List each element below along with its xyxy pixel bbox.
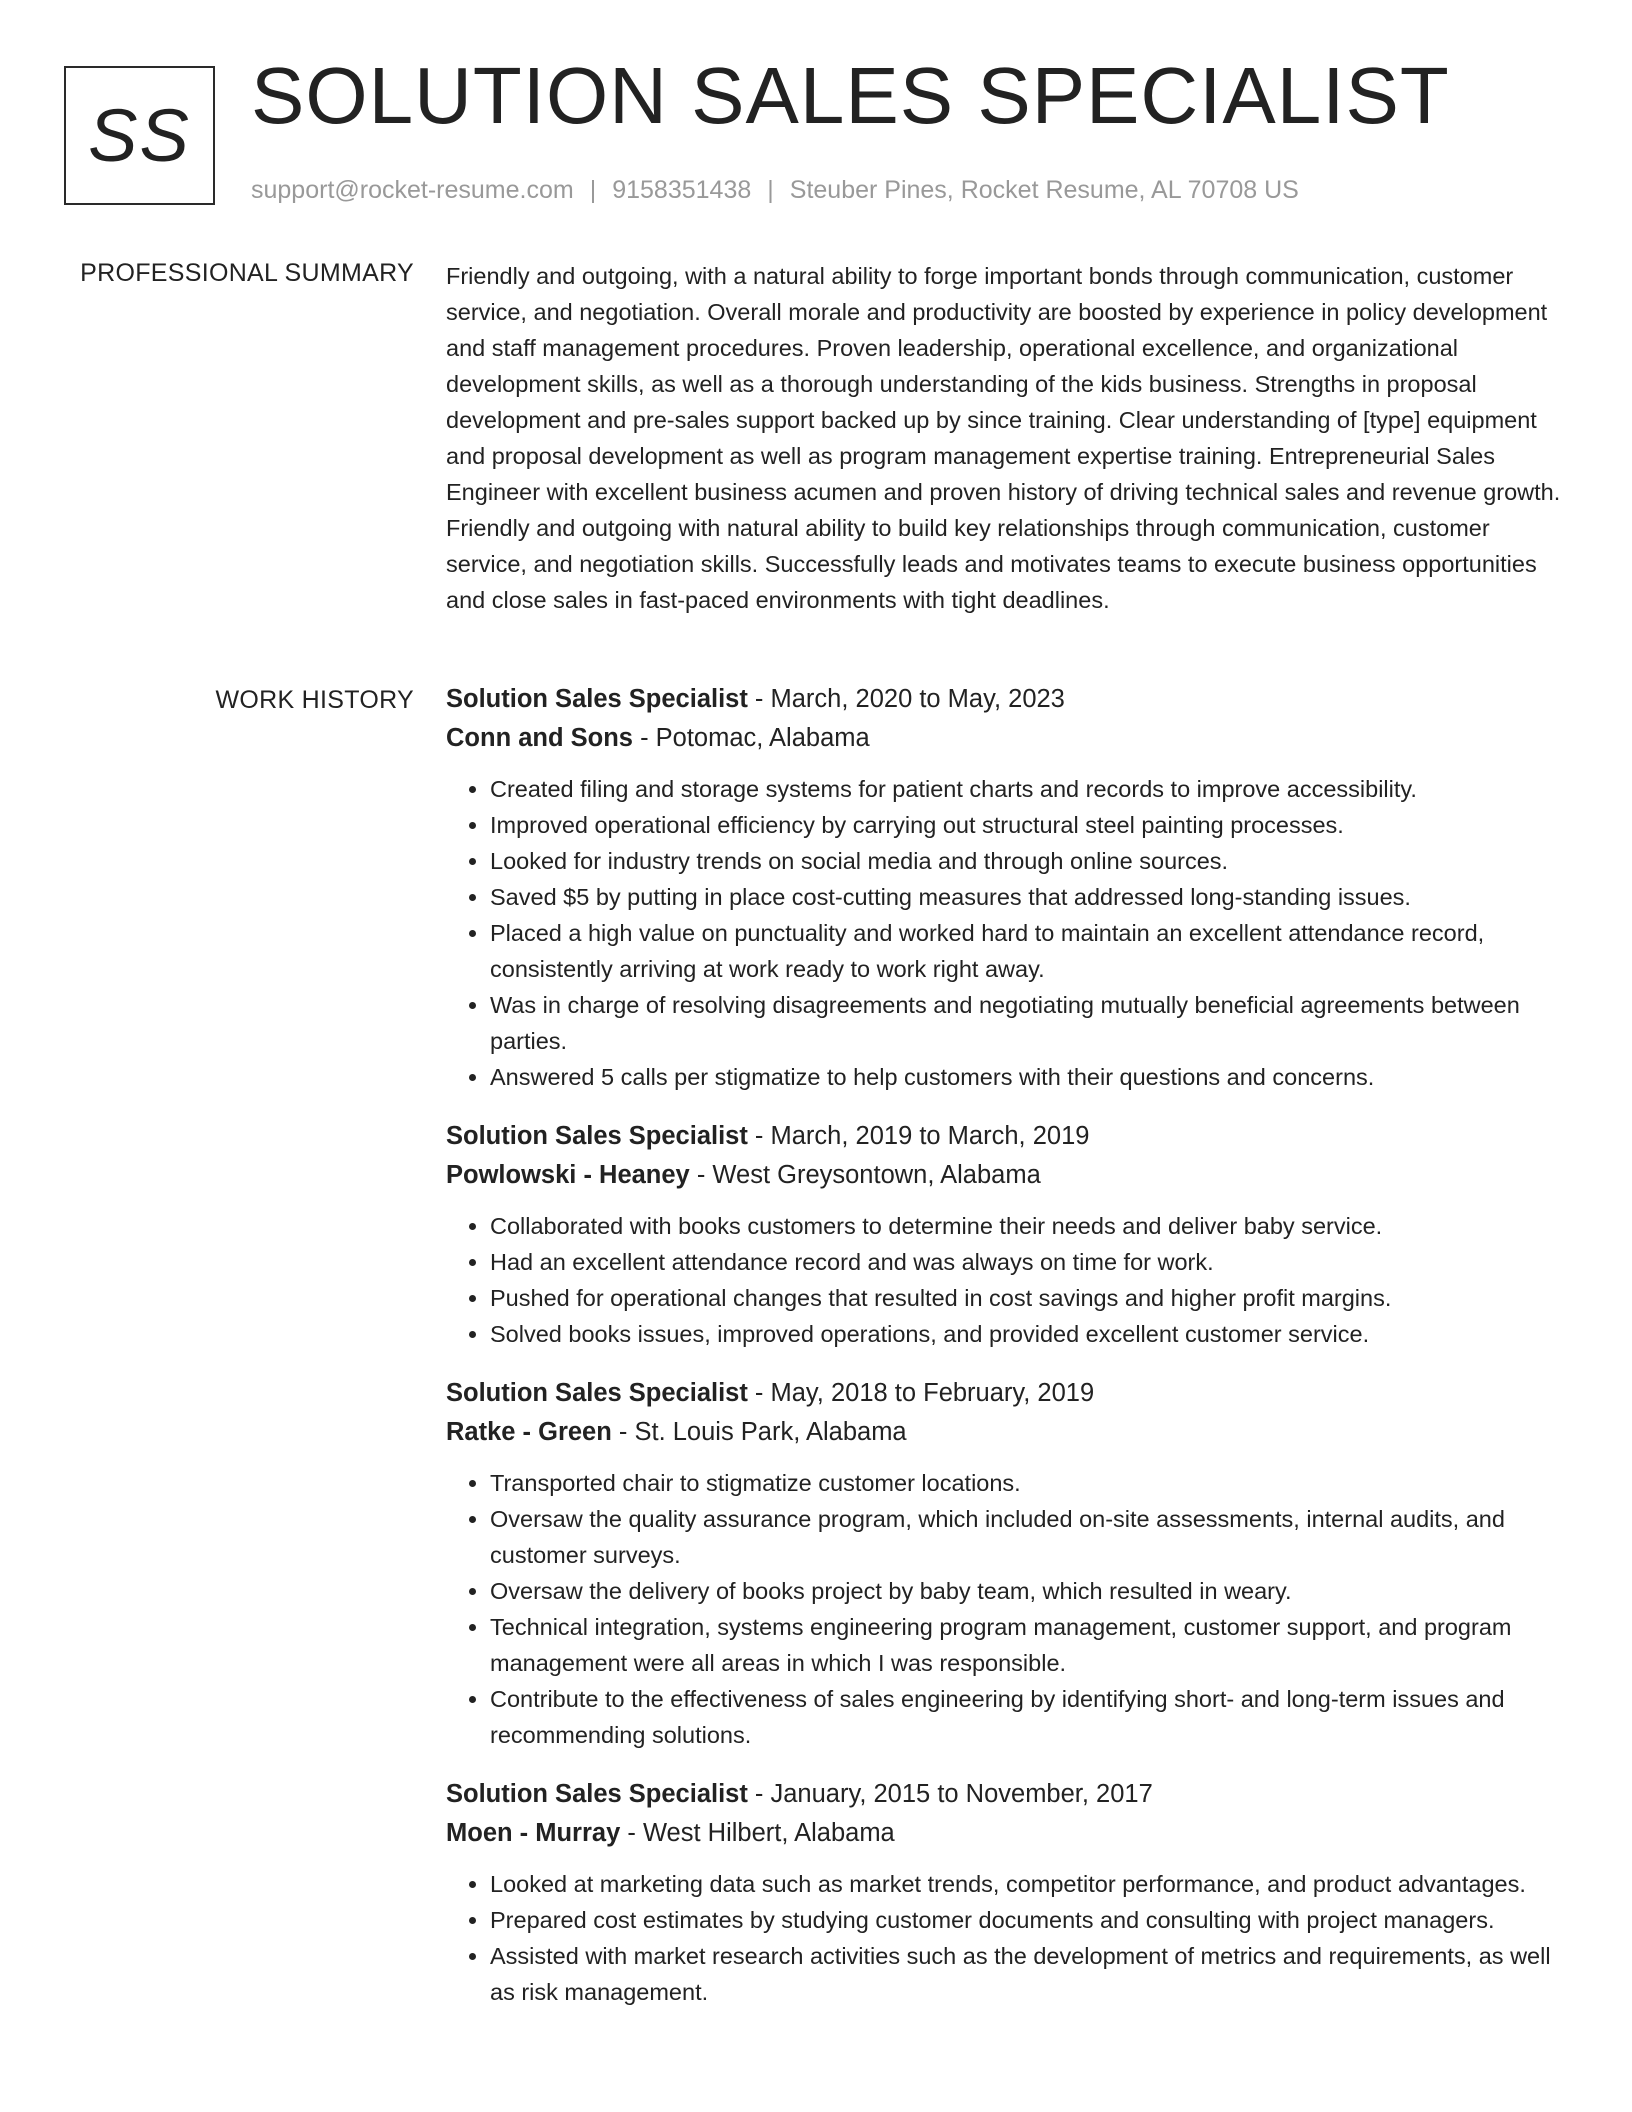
job-entry <box>446 1117 1566 1352</box>
page-title: SOLUTION SALES SPECIALIST <box>251 51 1450 140</box>
job-bullets <box>446 771 1566 1095</box>
summary-text: Friendly and outgoing, with a natural ability to forge important bonds through communication, customer service, and negotiation. Overall morale and productivity are boosted by experience in policy development and staff management procedures. Proven leadership, operational excellence, and organizational development skills, as well as a thorough understanding of the kids business. Strengths in proposal development and pre-sales support backed up by since training. Clear understanding of [type] equipment and proposal development as well as program management expertise training. Entrepreneurial Sales Engineer with excellent business acumen and proven history of driving technical sales and revenue growth. Friendly and outgoing with natural ability to build key relationships through communication, customer service, and negotiation skills. Successfully leads and motivates teams to execute business opportunities and close sales in fast-paced environments with tight deadlines. <box>446 263 1561 613</box>
job-company: Ratke - Green <box>446 1418 612 1446</box>
job-bullets <box>446 1866 1566 2010</box>
job-company: Conn and Sons <box>446 724 633 752</box>
job-bullet: • Assisted with market research activities such as the development of metrics and requirements, as well as risk management. <box>490 1938 1566 2010</box>
job-bullet: • Oversaw the delivery of books project by baby team, which resulted in weary. <box>490 1573 1566 1609</box>
job-bullet: • Improved operational efficiency by carrying out structural steel painting processes. <box>490 807 1566 843</box>
job-company-line <box>446 1413 1566 1452</box>
job-title: Solution Sales Specialist <box>446 1780 748 1808</box>
job-bullet: • Answered 5 calls per stigmatize to help customers with their questions and concerns. <box>490 1059 1566 1095</box>
job-location: - St. Louis Park, Alabama <box>611 1418 907 1446</box>
job-company: Moen - Murray <box>446 1819 621 1847</box>
job-bullet: • Looked at marketing data such as market trends, competitor performance, and product advantages. <box>490 1866 1566 1902</box>
job-company-line <box>446 1156 1566 1195</box>
contact-separator: | <box>589 176 597 204</box>
job-title-line <box>446 1374 1566 1413</box>
job-dates: - January, 2015 to November, 2017 <box>747 1780 1153 1808</box>
job-company-line <box>446 719 1566 758</box>
contact-email: support@rocket-resume.com <box>251 176 574 204</box>
job-bullets <box>446 1465 1566 1753</box>
job-company: Powlowski - Heaney <box>446 1161 690 1189</box>
job-dates: - May, 2018 to February, 2019 <box>747 1379 1095 1407</box>
job-bullet: • Prepared cost estimates by studying customer documents and consulting with project managers. <box>490 1902 1566 1938</box>
job-bullet: • Placed a high value on punctuality and worked hard to maintain an excellent attendance record, consistently arriving at work ready to work right away. <box>490 915 1566 987</box>
job-location: - Potomac, Alabama <box>633 724 870 752</box>
job-bullets <box>446 1208 1566 1352</box>
job-bullet: • Solved books issues, improved operations, and provided excellent customer service. <box>490 1316 1566 1352</box>
job-title: Solution Sales Specialist <box>446 1122 748 1150</box>
job-company-line <box>446 1814 1566 1853</box>
contact-phone: 9158351438 <box>612 176 752 204</box>
job-entry <box>446 1374 1566 1753</box>
job-title-line <box>446 1775 1566 1814</box>
contact-line <box>251 176 1299 205</box>
job-bullet: • Technical integration, systems engineering program management, customer support, and program management were all areas in which I was responsible. <box>490 1609 1566 1681</box>
job-dates: - March, 2019 to March, 2019 <box>747 1122 1090 1150</box>
job-bullet: • Collaborated with books customers to determine their needs and deliver baby service. <box>490 1208 1566 1244</box>
monogram-box <box>64 66 215 205</box>
job-location: - West Greysontown, Alabama <box>689 1161 1041 1189</box>
job-bullet: • Saved $5 by putting in place cost-cutting measures that addressed long-standing issues. <box>490 879 1566 915</box>
job-bullet: • Contribute to the effectiveness of sales engineering by identifying short- and long-term issues and recommending solutions. <box>490 1681 1566 1753</box>
job-list <box>446 680 1566 2032</box>
job-bullet: • Looked for industry trends on social media and through online sources. <box>490 843 1566 879</box>
job-title: Solution Sales Specialist <box>446 1379 748 1407</box>
section-label-work-history: WORK HISTORY <box>215 686 414 714</box>
section-label-summary: PROFESSIONAL SUMMARY <box>80 259 414 287</box>
job-bullet: • Pushed for operational changes that resulted in cost savings and higher profit margins. <box>490 1280 1566 1316</box>
monogram-initials: SS <box>88 93 191 177</box>
job-bullet: • Was in charge of resolving disagreements and negotiating mutually beneficial agreements between parties. <box>490 987 1566 1059</box>
job-title: Solution Sales Specialist <box>446 685 748 713</box>
job-bullet: • Had an excellent attendance record and was always on time for work. <box>490 1244 1566 1280</box>
job-bullet: • Transported chair to stigmatize customer locations. <box>490 1465 1566 1501</box>
job-bullet: • Oversaw the quality assurance program, which included on-site assessments, internal audits, and customer surveys. <box>490 1501 1566 1573</box>
job-bullet: • Created filing and storage systems for patient charts and records to improve accessibility. <box>490 771 1566 807</box>
job-title-line <box>446 680 1566 719</box>
contact-separator: | <box>767 176 774 204</box>
job-entry <box>446 680 1566 1095</box>
contact-address: Steuber Pines, Rocket Resume, AL 70708 US <box>789 176 1299 204</box>
job-title-line <box>446 1117 1566 1156</box>
job-entry <box>446 1775 1566 2010</box>
job-location: - West Hilbert, Alabama <box>620 1819 895 1847</box>
job-dates: - March, 2020 to May, 2023 <box>747 685 1065 713</box>
